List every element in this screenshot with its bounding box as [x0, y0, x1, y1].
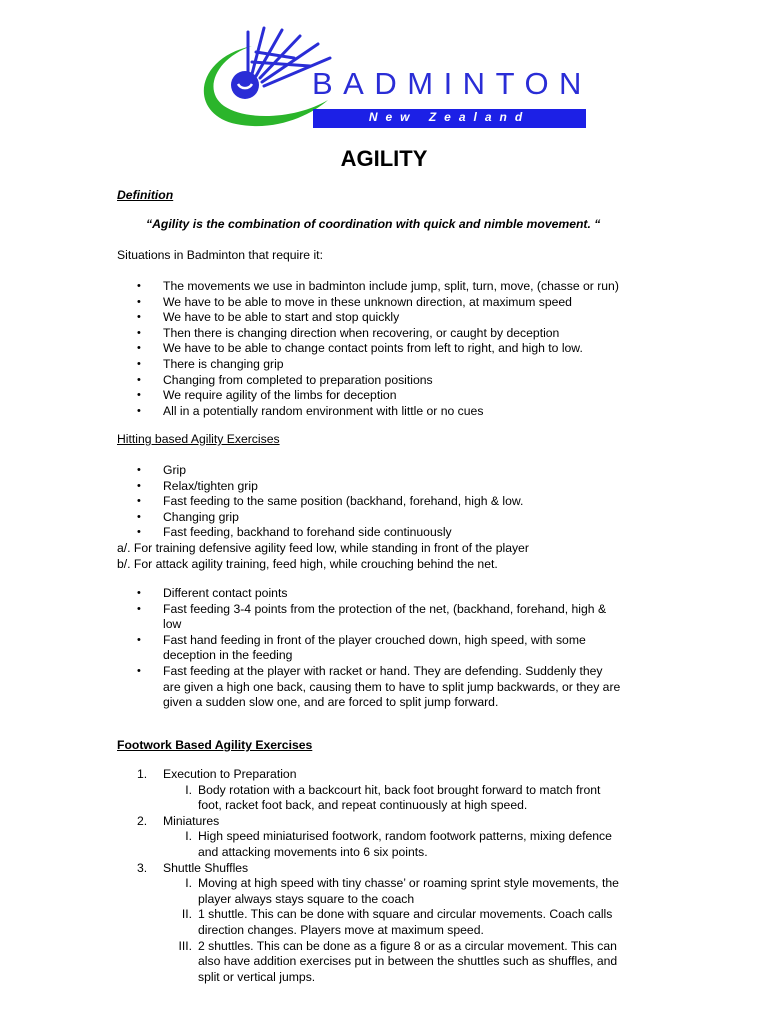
list-item: Fast feeding to the same position (backhand, forehand, high & low. — [163, 494, 524, 509]
bullet-icon: • — [137, 526, 141, 539]
subsection-line: direction changes. Players move at maximum speed. — [198, 923, 484, 937]
brand-name: BADMINTON — [312, 66, 592, 101]
section-number: 1. — [137, 767, 148, 781]
list-item: Changing from completed to preparation positions — [163, 372, 433, 387]
bullet-icon: • — [137, 495, 141, 508]
list-item: All in a potentially random environment with little or no cues — [163, 403, 484, 418]
list-item: We have to be able to change contact points from left to right, and high to low. — [163, 341, 583, 356]
bullet-icon: • — [137, 633, 141, 646]
section-number: 3. — [137, 860, 148, 875]
section-number: 2. — [137, 813, 148, 828]
hitting-heading: Hitting based Agility Exercises — [117, 432, 280, 446]
subsection-line: High speed miniaturised footwork, random footwork patterns, mixing defence — [198, 829, 612, 844]
section-title: Miniatures — [163, 813, 220, 828]
subsection-line: Body rotation with a backcourt hit, back foot brought forward to match front — [198, 782, 601, 797]
subsection-line: 2 shuttles. This can be done as a figure 8 or as a circular movement. This can — [198, 938, 617, 953]
list-item: given a sudden slow one, and are forced to split jump forward. — [163, 695, 499, 710]
bullet-icon: • — [137, 326, 141, 339]
list-item: Fast feeding at the player with racket or hand. They are defending. Suddenly they — [163, 664, 603, 678]
bullet-icon: • — [137, 295, 141, 308]
bullet-icon: • — [137, 479, 141, 492]
bullet-icon: • — [137, 602, 141, 615]
note-line: a/. For training defensive agility feed low, while standing in front of the player — [117, 541, 529, 555]
bullet-icon: • — [137, 404, 141, 417]
situations-intro: Situations in Badminton that require it: — [117, 248, 323, 262]
bullet-icon: • — [137, 342, 141, 355]
subsection-line: 1 shuttle. This can be done with square and circular movements. Coach calls — [198, 907, 613, 922]
page-title: AGILITY — [340, 146, 428, 171]
list-item: deception in the feeding — [163, 648, 293, 663]
list-item: We require agility of the limbs for deception — [163, 388, 397, 403]
bullet-icon: • — [137, 587, 141, 599]
bullet-icon: • — [137, 389, 141, 402]
subsection-number: I. — [185, 782, 192, 797]
bullet-icon: • — [137, 510, 141, 523]
list-item: We have to be able to move in these unknown direction, at maximum speed — [163, 294, 572, 309]
list-item: The movements we use in badminton include jump, split, turn, move, (chasse or run) — [163, 279, 619, 293]
list-item: Fast feeding 3-4 points from the protection of the net, (backhand, forehand, high & — [163, 601, 607, 616]
footwork-heading: Footwork Based Agility Exercises — [117, 738, 313, 752]
list-item: Fast hand feeding in front of the player crouched down, high speed, with some — [163, 632, 586, 647]
list-item: There is changing grip — [163, 357, 284, 371]
list-item: Then there is changing direction when recovering, or caught by deception — [163, 325, 560, 340]
bullet-icon: • — [137, 311, 141, 324]
list-item: Different contact points — [163, 586, 288, 600]
list-item: We have to be able to start and stop quickly — [163, 310, 400, 325]
bullet-icon: • — [137, 280, 141, 292]
list-item: low — [163, 617, 182, 632]
note-line: b/. For attack agility training, feed high, while crouching behind the net. — [117, 556, 498, 571]
subsection-number: I. — [185, 876, 192, 891]
list-item: Fast feeding, backhand to forehand side continuously — [163, 525, 452, 540]
subsection-line: foot, racket foot back, and repeat continuously at high speed. — [198, 798, 528, 813]
subsection-line: split or vertical jumps. — [198, 969, 316, 984]
definition-heading: Definition — [117, 188, 174, 202]
subsection-number: II. — [181, 907, 192, 922]
section-title: Shuttle Shuffles — [163, 860, 249, 875]
brand-subtitle-bar — [313, 109, 586, 128]
subsection-line: player always stays square to the coach — [198, 891, 415, 906]
subsection-line: also have addition exercises put in between the shuttles such as shuffles, and — [198, 954, 618, 969]
bullet-icon: • — [137, 665, 141, 677]
list-item: Relax/tighten grip — [163, 478, 258, 493]
bullet-icon: • — [137, 358, 141, 370]
subsection-number: I. — [185, 829, 192, 844]
subsection-line: and attacking movements into 6 six points. — [198, 845, 428, 859]
list-item: Changing grip — [163, 509, 239, 524]
bullet-icon: • — [137, 373, 141, 386]
brand-subtitle: New Zealand — [368, 110, 531, 124]
definition-quote: “Agility is the combination of coordination with quick and nimble movement. “ — [146, 217, 601, 231]
bullet-icon: • — [137, 464, 141, 476]
subsection-number: III. — [178, 938, 192, 953]
subsection-line: Moving at high speed with tiny chasse’ or roaming sprint style movements, the — [198, 876, 619, 891]
list-item: are given a high one back, causing them to have to split jump backwards, or they are — [163, 679, 621, 694]
list-item: Grip — [163, 463, 187, 477]
section-title: Execution to Preparation — [163, 767, 297, 781]
